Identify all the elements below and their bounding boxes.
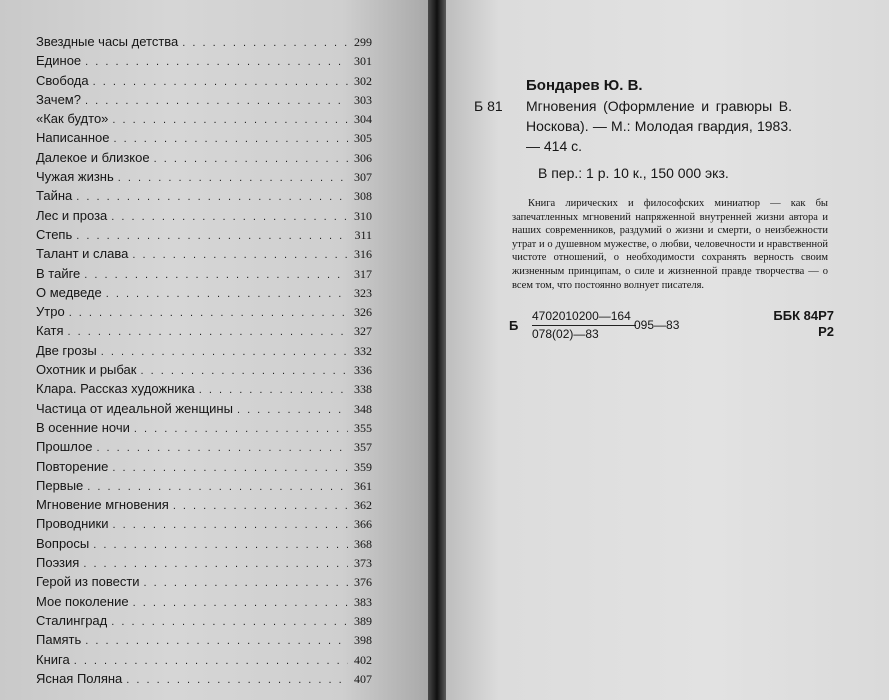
- catalog-price: В пер.: 1 р. 10 к., 150 000 экз.: [538, 165, 729, 181]
- catalog-entry: [474, 96, 854, 156]
- toc-entry-title: Талант и слава: [36, 246, 129, 262]
- bbk-line-1: ББК 84Р7: [773, 308, 834, 324]
- book-gutter: [428, 0, 446, 700]
- toc-entry: [36, 650, 372, 669]
- toc-entry-title: Лес и проза: [36, 207, 108, 223]
- toc-entry-page: 306: [354, 150, 372, 165]
- toc-entry-title: Поэзия: [36, 555, 80, 571]
- toc-leader-dots: [154, 150, 348, 169]
- toc-entry-page: 361: [354, 478, 372, 493]
- toc-entry-page: 311: [354, 227, 372, 242]
- toc-leader-dots: [118, 169, 348, 188]
- toc-entry-title: Написанное: [36, 130, 110, 146]
- toc-entry-title: Мое поколение: [36, 593, 129, 609]
- toc-entry-title: Свобода: [36, 72, 89, 88]
- toc-entry-title: Частица от идеальной женщины: [36, 400, 233, 416]
- toc-entry-page: 326: [354, 305, 372, 320]
- toc-entry-title: Мгновение мгновения: [36, 497, 169, 513]
- toc-entry-page: 348: [354, 401, 372, 416]
- toc-entry-page: 323: [354, 285, 372, 300]
- toc-entry: [36, 592, 372, 611]
- toc-entry-page: 376: [354, 575, 372, 590]
- toc-leader-dots: [87, 478, 348, 497]
- toc-leader-dots: [133, 594, 348, 613]
- toc-leader-dots: [144, 574, 348, 593]
- toc-entry-title: Степь: [36, 226, 73, 242]
- toc-entry: [36, 534, 372, 553]
- toc-entry-page: 359: [354, 459, 372, 474]
- toc-entry-page: 301: [354, 54, 372, 69]
- toc-entry-title: Охотник и рыбак: [36, 362, 137, 378]
- toc-leader-dots: [84, 266, 348, 285]
- toc-entry: [36, 379, 372, 398]
- toc-entry-title: Проводники: [36, 516, 109, 532]
- toc-entry-title: Ясная Поляна: [36, 670, 123, 686]
- toc-leader-dots: [83, 555, 348, 574]
- toc-entry-title: Вопросы: [36, 535, 90, 551]
- toc-entry-page: 357: [354, 440, 372, 455]
- toc-leader-dots: [101, 343, 348, 362]
- toc-leader-dots: [134, 420, 348, 439]
- toc-entry: [36, 51, 372, 70]
- toc-entry-title: «Как будто»: [36, 111, 109, 127]
- toc-entry-page: 366: [354, 517, 372, 532]
- toc-entry: [36, 109, 372, 128]
- toc-entry-page: 303: [354, 92, 372, 107]
- toc-entry-page: 305: [354, 131, 372, 146]
- toc-entry: [36, 264, 372, 283]
- toc-leader-dots: [93, 536, 348, 555]
- toc-entry-page: 373: [354, 556, 372, 571]
- code-fraction: [532, 308, 636, 342]
- toc-leader-dots: [112, 516, 348, 535]
- toc-entry-title: Катя: [36, 323, 64, 339]
- code-denominator: 078(02)—83: [532, 327, 599, 342]
- catalog-codes: [474, 308, 854, 348]
- toc-entry-title: Первые: [36, 477, 84, 493]
- toc-leader-dots: [93, 73, 348, 92]
- table-of-contents: [36, 32, 372, 688]
- toc-entry-title: О медведе: [36, 284, 102, 300]
- toc-entry-page: 355: [354, 420, 372, 435]
- toc-entry-page: 398: [354, 633, 372, 648]
- toc-entry-page: 302: [354, 73, 372, 88]
- bbk-line-2: Р2: [818, 324, 834, 340]
- toc-entry-title: Повторение: [36, 458, 109, 474]
- toc-entry-title: Далекое и близкое: [36, 149, 150, 165]
- left-page: [0, 0, 428, 700]
- toc-entry: [36, 244, 372, 263]
- toc-leader-dots: [85, 53, 348, 72]
- toc-entry-title: Память: [36, 632, 82, 648]
- toc-entry: [36, 572, 372, 591]
- toc-entry-title: Книга: [36, 651, 70, 667]
- toc-entry: [36, 630, 372, 649]
- toc-entry: [36, 90, 372, 109]
- toc-leader-dots: [237, 401, 348, 420]
- toc-entry-page: 389: [354, 613, 372, 628]
- catalog-card: [474, 76, 854, 348]
- toc-entry-title: Тайна: [36, 188, 73, 204]
- code-letter: Б: [509, 318, 519, 334]
- toc-entry-page: 407: [354, 671, 372, 686]
- toc-leader-dots: [85, 632, 348, 651]
- toc-entry: [36, 495, 372, 514]
- toc-entry-page: 308: [354, 189, 372, 204]
- toc-entry: [36, 167, 372, 186]
- toc-entry-title: Зачем?: [36, 91, 81, 107]
- toc-leader-dots: [74, 652, 348, 671]
- toc-entry: [36, 476, 372, 495]
- toc-leader-dots: [113, 130, 348, 149]
- toc-entry: [36, 437, 372, 456]
- toc-entry-title: Утро: [36, 304, 65, 320]
- toc-entry-title: Две грозы: [36, 342, 97, 358]
- toc-entry-title: В осенние ночи: [36, 419, 130, 435]
- toc-entry: [36, 225, 372, 244]
- toc-entry-page: 402: [354, 652, 372, 667]
- toc-entry-page: 307: [354, 170, 372, 185]
- toc-entry-page: 317: [354, 266, 372, 281]
- toc-entry-title: Прошлое: [36, 439, 93, 455]
- toc-entry-page: 316: [354, 247, 372, 262]
- catalog-author: Бондарев Ю. В.: [526, 77, 643, 94]
- toc-leader-dots: [68, 323, 348, 342]
- toc-leader-dots: [173, 497, 348, 516]
- toc-entry-page: 332: [354, 343, 372, 358]
- toc-leader-dots: [76, 188, 348, 207]
- toc-entry: [36, 457, 372, 476]
- catalog-description: Мгновения (Оформление и гравюры В. Носкова). — М.: Молодая гвардия, 1983. — 414 с.: [526, 98, 792, 154]
- toc-entry: [36, 418, 372, 437]
- toc-entry: [36, 611, 372, 630]
- toc-leader-dots: [140, 362, 348, 381]
- toc-entry: [36, 148, 372, 167]
- toc-entry: [36, 553, 372, 572]
- toc-entry-title: В тайге: [36, 265, 81, 281]
- toc-entry: [36, 32, 372, 51]
- toc-leader-dots: [112, 111, 348, 130]
- toc-entry-title: Единое: [36, 53, 82, 69]
- toc-entry-title: Сталинград: [36, 612, 108, 628]
- toc-entry: [36, 186, 372, 205]
- toc-leader-dots: [132, 246, 348, 265]
- toc-entry-page: 336: [354, 363, 372, 378]
- toc-leader-dots: [111, 613, 348, 632]
- toc-entry-page: 310: [354, 208, 372, 223]
- toc-entry: [36, 128, 372, 147]
- toc-leader-dots: [126, 671, 348, 690]
- toc-leader-dots: [85, 92, 348, 111]
- code-tail: 095—83: [634, 318, 680, 333]
- toc-entry: [36, 360, 372, 379]
- toc-entry-title: Клара. Рассказ художника: [36, 381, 195, 397]
- toc-leader-dots: [182, 34, 348, 53]
- toc-leader-dots: [199, 381, 348, 400]
- toc-entry: [36, 669, 372, 688]
- toc-entry: [36, 302, 372, 321]
- toc-entry-page: 327: [354, 324, 372, 339]
- toc-entry: [36, 399, 372, 418]
- toc-entry: [36, 206, 372, 225]
- toc-leader-dots: [96, 439, 348, 458]
- toc-entry: [36, 514, 372, 533]
- toc-entry: [36, 71, 372, 90]
- toc-leader-dots: [111, 208, 348, 227]
- toc-entry-page: 368: [354, 536, 372, 551]
- toc-leader-dots: [106, 285, 348, 304]
- toc-entry-page: 304: [354, 112, 372, 127]
- toc-entry: [36, 341, 372, 360]
- toc-entry: [36, 283, 372, 302]
- toc-entry-page: 299: [354, 35, 372, 49]
- toc-entry-page: 362: [354, 498, 372, 513]
- toc-entry-title: Герой из повести: [36, 574, 140, 590]
- toc-leader-dots: [112, 459, 348, 478]
- catalog-annotation: Книга лирических и философских миниатюр — как бы запечатленных мгновений напряженной внутренней жизни автора и наших современников, раздумий о жизни и смерти, о неизбежности утрат и о душевном мужестве, о любви, человечности и нравственной чистоте отношений, о необходимости сохранять верность своим жизненным принципам, о силе и жизненной правде творчества — о всем том, что постоянно волнует писателя.: [512, 198, 828, 291]
- toc-entry-title: Звездные часы детства: [36, 34, 179, 49]
- toc-leader-dots: [76, 227, 348, 246]
- toc-entry-page: 338: [354, 382, 372, 397]
- bbk-code: [773, 308, 834, 340]
- toc-entry-title: Чужая жизнь: [36, 169, 114, 185]
- toc-leader-dots: [69, 304, 348, 323]
- toc-entry: [36, 321, 372, 340]
- catalog-index: Б 81: [474, 98, 503, 114]
- toc-entry-page: 383: [354, 594, 372, 609]
- code-numerator: 4702010200—164: [532, 308, 636, 326]
